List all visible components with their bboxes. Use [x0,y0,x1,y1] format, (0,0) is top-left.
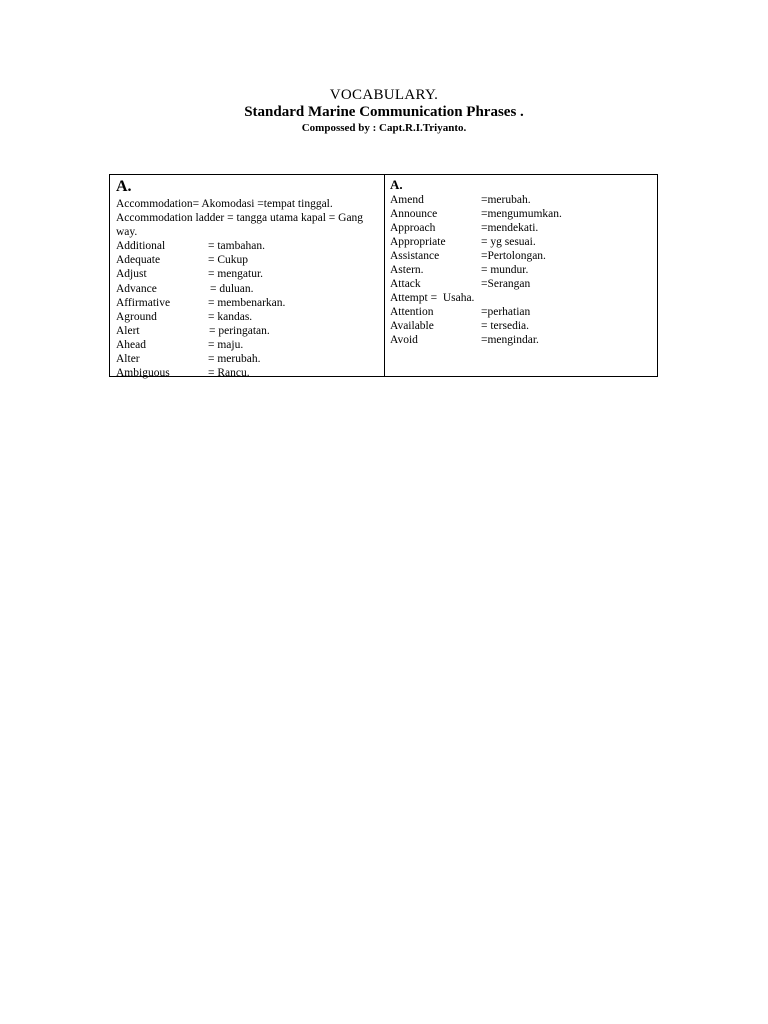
vocab-term: Astern. [390,264,424,276]
vocab-term: Amend [390,194,424,206]
vocab-entry [116,366,384,380]
vocab-entry [116,211,378,239]
vocab-term: Announce [390,208,438,220]
vocab-entry [116,197,384,211]
vocab-definition: = tambahan. [208,240,265,253]
vocab-definition: = merubah. [208,353,261,366]
vocab-term: Attempt [390,292,428,304]
vocabulary-table [109,174,658,380]
vocab-definition: = Akomodasi =tempat tinggal. [192,198,333,210]
right-column [385,175,657,376]
vocab-entry [390,263,657,277]
vocab-definition: = tersedia. [481,320,529,332]
vocab-definition: = Rancu. [208,367,250,380]
vocab-definition: = Cukup [208,254,249,267]
vocab-entry [390,221,657,235]
vocab-term: Ahead [116,338,147,351]
document-author: Compossed by : Capt.R.I.Triyanto. [301,122,467,134]
vocab-entry [390,249,657,263]
vocab-entry [116,310,384,324]
vocab-term: Available [390,320,434,332]
vocab-definition: =Pertolongan. [481,250,546,262]
vocab-entry [116,239,384,253]
vocab-definition: =mengindar. [481,334,539,346]
vocab-term: Affirmative [116,296,171,309]
vocab-term: Assistance [390,250,440,262]
vocab-entry [390,207,657,221]
vocab-term: Appropriate [390,236,446,248]
vocab-definition: = maju. [208,338,244,351]
vocab-term: Aground [116,310,157,323]
vocab-term: Ambiguous [116,367,170,380]
vocab-term: Adjust [116,268,147,281]
vocab-entry [390,235,657,249]
vocab-entry [116,352,384,366]
vocab-definition: = membenarkan. [208,296,286,309]
vocab-definition: = peringatan. [209,324,270,337]
vocab-definition: =mendekati. [481,222,539,234]
vocab-definition: = tangga utama kapal = Gang way. [116,212,364,239]
vocab-term: Advance [116,282,157,295]
vocab-term: Approach [390,222,436,234]
vocab-entry [116,338,384,352]
vocab-entry [390,291,657,305]
vocab-entry [116,253,384,267]
vocab-entry [116,282,384,296]
vocab-definition: = duluan. [210,282,254,295]
vocab-term: Alert [116,324,140,337]
vocab-term: Attention [390,306,434,318]
vocab-term: Alter [116,353,140,366]
vocab-definition: = mengatur. [208,268,264,281]
vocab-definition: =Serangan [481,278,531,290]
vocab-definition: = mundur. [481,264,529,276]
left-column-heading: A. [116,178,132,195]
vocab-term: Adequate [116,254,161,267]
vocab-term: Accommodation ladder [116,212,225,225]
vocab-term: Attack [390,278,421,290]
vocab-term: Accommodation [116,198,193,210]
vocab-entry [390,319,657,333]
vocab-entry [390,193,657,207]
right-column-heading: A. [390,177,403,192]
vocab-definition: = Usaha. [427,292,475,304]
vocab-entry [116,324,384,338]
vocab-entry [390,277,657,291]
left-column [110,175,385,380]
document-title: VOCABULARY. [329,87,439,103]
document-subtitle: Standard Marine Communication Phrases . [244,104,524,120]
vocab-term: Avoid [390,334,418,346]
vocab-entry [116,267,384,281]
vocab-entry [390,305,657,319]
vocab-entry [390,333,657,347]
vocab-definition: = kandas. [208,310,253,323]
vocab-entry [116,296,384,310]
vocab-definition: =mengumumkan. [481,208,562,220]
vocab-definition: =merubah. [481,194,531,206]
vocab-definition: = yg sesuai. [481,236,536,248]
vocab-definition: =perhatian [481,306,531,318]
vocab-term: Additional [116,240,166,253]
